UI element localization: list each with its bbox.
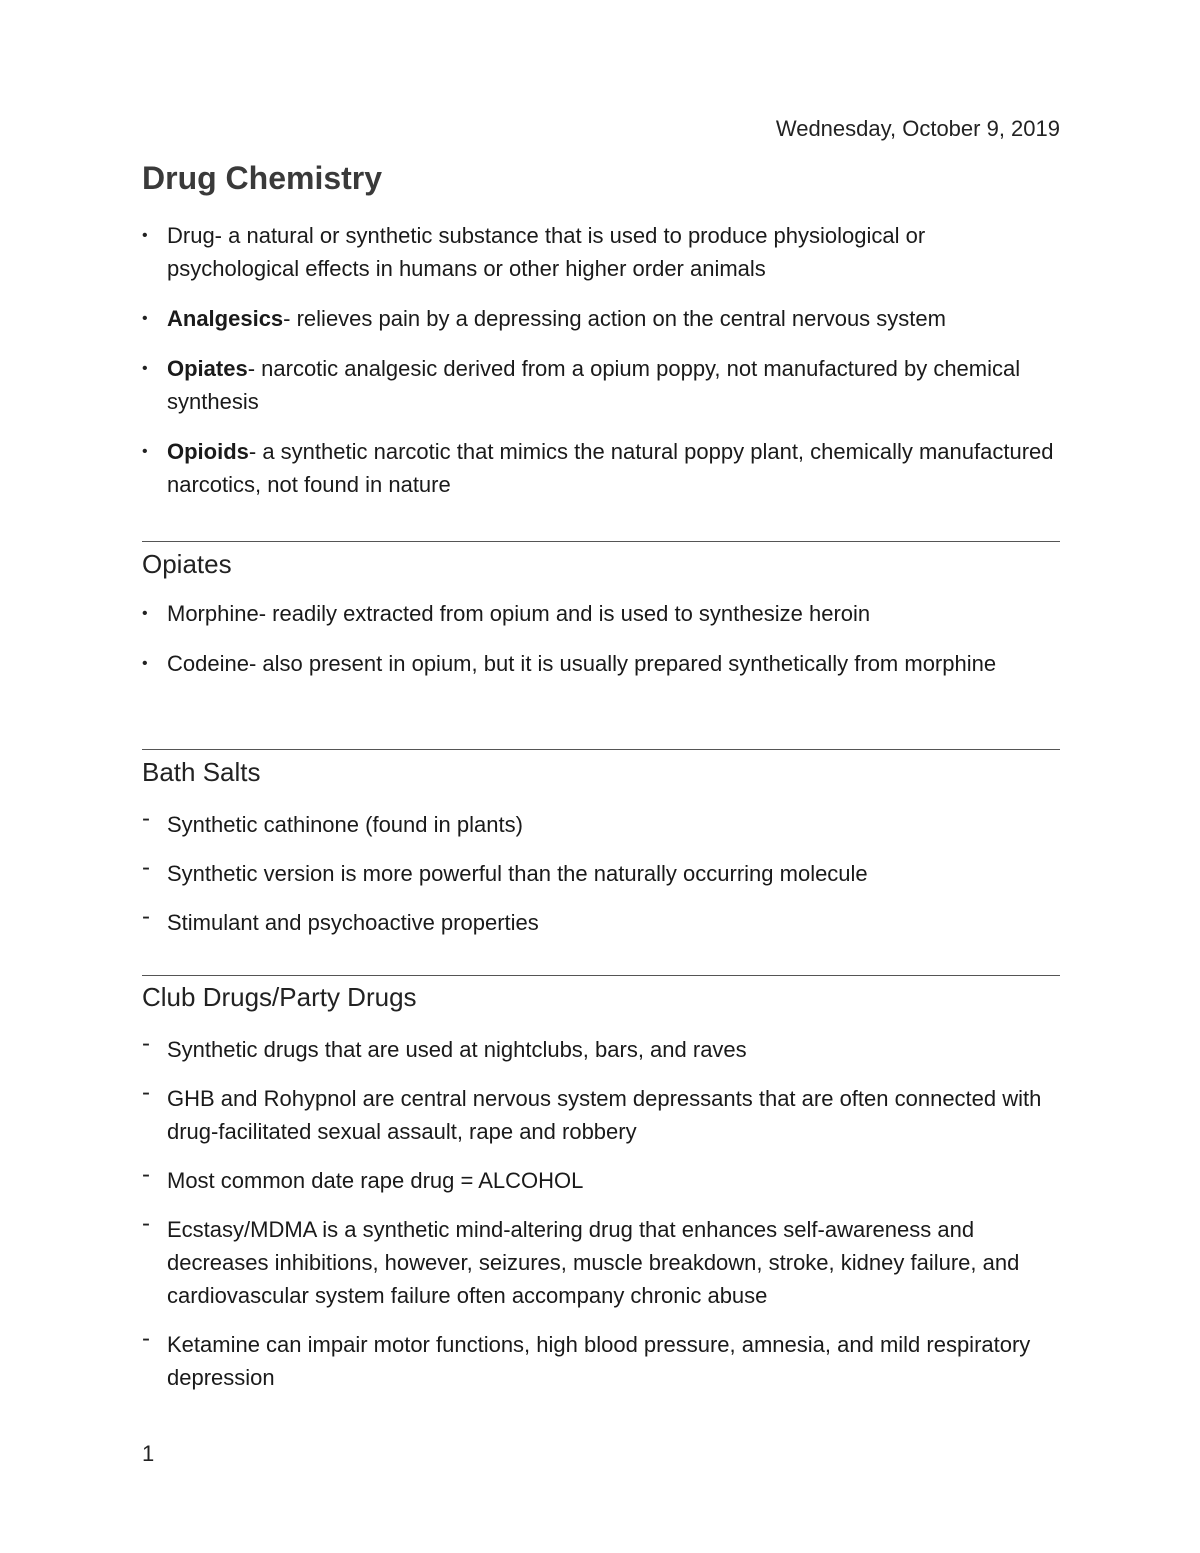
list-item — [142, 352, 1060, 418]
list-item — [142, 219, 1060, 285]
bullet-icon: • — [142, 310, 148, 327]
section-heading-club-drugs: Club Drugs/Party Drugs — [142, 982, 417, 1012]
bullet-icon: • — [142, 655, 148, 672]
definitions-list — [142, 219, 1060, 501]
section-divider — [142, 749, 1060, 750]
section-heading-bath-salts: Bath Salts — [142, 757, 261, 787]
list-item-text: GHB and Rohypnol are central nervous system depressants that are often connected with drug-facilitated sexual assault, rape and robbery — [167, 1086, 1042, 1144]
dash-icon: - — [142, 1161, 150, 1188]
dash-icon: - — [142, 1079, 150, 1106]
definition-text: Drug- a natural or synthetic substance that is used to produce physiological or psychological effects in humans or other higher order animals — [167, 223, 926, 281]
section-divider — [142, 541, 1060, 542]
definition-text: - a synthetic narcotic that mimics the natural poppy plant, chemically manufactured narcotics, not found in nature — [167, 439, 1054, 497]
section-divider — [142, 975, 1060, 976]
list-item — [142, 647, 1060, 680]
dash-icon: - — [142, 805, 150, 832]
list-item — [142, 1161, 1060, 1197]
list-item — [142, 1079, 1060, 1148]
list-item-text: Ketamine can impair motor functions, high blood pressure, amnesia, and mild respiratory depression — [167, 1332, 1031, 1390]
definition-text: - relieves pain by a depressing action on the central nervous system — [283, 306, 946, 331]
dash-icon: - — [142, 1030, 150, 1057]
list-item-text: Most common date rape drug = ALCOHOL — [167, 1168, 584, 1193]
definition-term: Opioids — [167, 439, 249, 464]
dash-icon: - — [142, 1325, 150, 1352]
list-item — [142, 1325, 1060, 1394]
document-date: Wednesday, October 9, 2019 — [775, 116, 1060, 141]
page-number: 1 — [142, 1441, 155, 1466]
definition-text: - narcotic analgesic derived from a opium poppy, not manufactured by chemical synthesis — [167, 356, 1021, 414]
list-item — [142, 1210, 1060, 1312]
list-item-text: Morphine- readily extracted from opium and is used to synthesize heroin — [167, 601, 871, 626]
page-title: Drug Chemistry — [142, 160, 383, 196]
section-heading-opiates: Opiates — [142, 549, 232, 579]
opiates-list — [142, 597, 1060, 680]
definition-term: Opiates — [167, 356, 248, 381]
bullet-icon: • — [142, 360, 148, 377]
list-item-text: Stimulant and psychoactive properties — [167, 910, 539, 935]
list-item — [142, 854, 1060, 890]
bullet-icon: • — [142, 443, 148, 460]
dash-icon: - — [142, 903, 150, 930]
list-item-text: Synthetic cathinone (found in plants) — [167, 812, 523, 837]
list-item — [142, 302, 1060, 335]
list-item — [142, 903, 1060, 939]
list-item-text: Ecstasy/MDMA is a synthetic mind-altering drug that enhances self-awareness and decreases inhibitions, however, seizures, muscle breakdown, stroke, kidney failure, and cardiovascular system failure often accompany chronic abuse — [167, 1217, 1020, 1308]
bullet-icon: • — [142, 227, 148, 244]
list-item-text: Synthetic drugs that are used at nightclubs, bars, and raves — [167, 1037, 747, 1062]
dash-icon: - — [142, 1210, 150, 1237]
list-item — [142, 1030, 1060, 1066]
club-drugs-list — [142, 1030, 1060, 1394]
bullet-icon: • — [142, 605, 148, 622]
list-item-text: Codeine- also present in opium, but it is usually prepared synthetically from morphine — [167, 651, 997, 676]
list-item — [142, 597, 1060, 630]
list-item-text: Synthetic version is more powerful than the naturally occurring molecule — [167, 861, 868, 886]
list-item — [142, 805, 1060, 841]
definition-term: Analgesics — [167, 306, 284, 331]
bath-salts-list — [142, 805, 1060, 939]
list-item — [142, 435, 1060, 501]
dash-icon: - — [142, 854, 150, 881]
